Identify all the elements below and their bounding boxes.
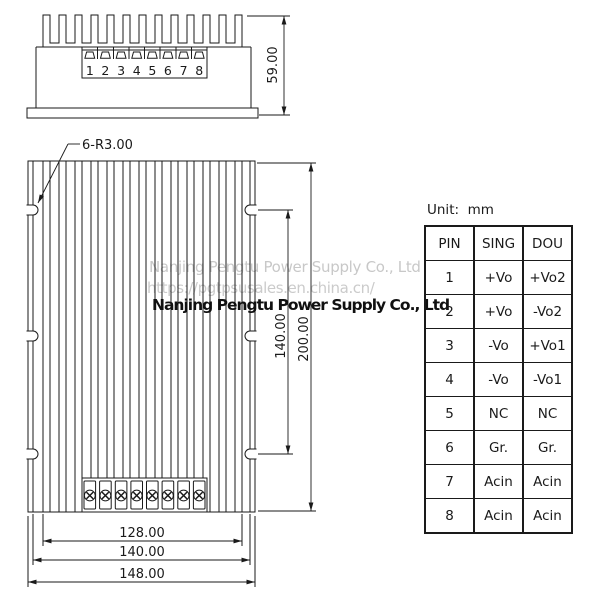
front-terminal-block <box>82 478 207 512</box>
dou-cell: +Vo2 <box>523 261 572 295</box>
table-header-row <box>425 226 572 261</box>
top-view-fins <box>43 15 242 47</box>
watermark-company-black: Nanjing Pengtu Power Supply Co., Ltd <box>152 296 450 314</box>
mounting-notches <box>27 205 257 459</box>
table-row <box>425 329 572 363</box>
terminal-number-1: 1 <box>85 63 94 78</box>
dim-140-vertical-label: 140.00 <box>274 313 289 359</box>
pin-cell: 4 <box>425 363 474 397</box>
terminal-number-8: 8 <box>195 63 204 78</box>
watermark-company-gray: Nanjing Pengtu Power Supply Co., Ltd <box>149 258 421 276</box>
col-header-sing: SING <box>474 226 523 261</box>
sing-cell: Acin <box>474 499 523 534</box>
sing-cell: Acin <box>474 465 523 499</box>
front-view <box>27 138 317 587</box>
dou-cell: Acin <box>523 499 572 534</box>
front-view-fin-lines <box>43 161 242 512</box>
col-header-pin: PIN <box>425 226 474 261</box>
dim-140-horizontal-label: 140.00 <box>119 545 165 560</box>
terminal-number-6: 6 <box>163 63 172 78</box>
pin-cell: 7 <box>425 465 474 499</box>
unit-label: Unit: mm <box>427 202 494 218</box>
dim-128-label: 128.00 <box>119 526 165 541</box>
table-row <box>425 397 572 431</box>
top-view-base-plate <box>27 108 258 118</box>
dou-cell: NC <box>523 397 572 431</box>
dim-59-label: 59.00 <box>266 46 281 84</box>
sing-cell: Gr. <box>474 431 523 465</box>
dou-cell: -Vo2 <box>523 295 572 329</box>
pin-cell: 1 <box>425 261 474 295</box>
terminal-number-3: 3 <box>117 63 126 78</box>
sing-cell: +Vo <box>474 261 523 295</box>
pin-cell: 3 <box>425 329 474 363</box>
front-view-outline <box>28 161 255 512</box>
pin-cell: 5 <box>425 397 474 431</box>
sing-cell: -Vo <box>474 329 523 363</box>
dou-cell: -Vo1 <box>523 363 572 397</box>
terminal-number-2: 2 <box>101 63 110 78</box>
table-row <box>425 261 572 295</box>
sing-cell: -Vo <box>474 363 523 397</box>
dou-cell: +Vo1 <box>523 329 572 363</box>
pin-cell: 2 <box>425 295 474 329</box>
dim-200-label: 200.00 <box>297 316 312 362</box>
table-row <box>425 499 572 534</box>
pin-function-table <box>424 225 573 534</box>
dou-cell: Acin <box>523 465 572 499</box>
watermark-url: https://pgtpsusales.en.china.cn/ <box>147 279 375 297</box>
col-header-dou: DOU <box>523 226 572 261</box>
dim-148-label: 148.00 <box>119 567 165 582</box>
radius-callout: 6-R3.00 <box>82 138 133 153</box>
terminal-number-7: 7 <box>179 63 188 78</box>
dou-cell: Gr. <box>523 431 572 465</box>
terminal-number-5: 5 <box>148 63 157 78</box>
sing-cell: NC <box>474 397 523 431</box>
table-row <box>425 431 572 465</box>
pin-cell: 8 <box>425 499 474 534</box>
pin-cell: 6 <box>425 431 474 465</box>
sing-cell: +Vo <box>474 295 523 329</box>
table-row <box>425 465 572 499</box>
table-row <box>425 295 572 329</box>
top-view <box>27 15 290 118</box>
table-row <box>425 363 572 397</box>
terminal-number-4: 4 <box>132 63 141 78</box>
